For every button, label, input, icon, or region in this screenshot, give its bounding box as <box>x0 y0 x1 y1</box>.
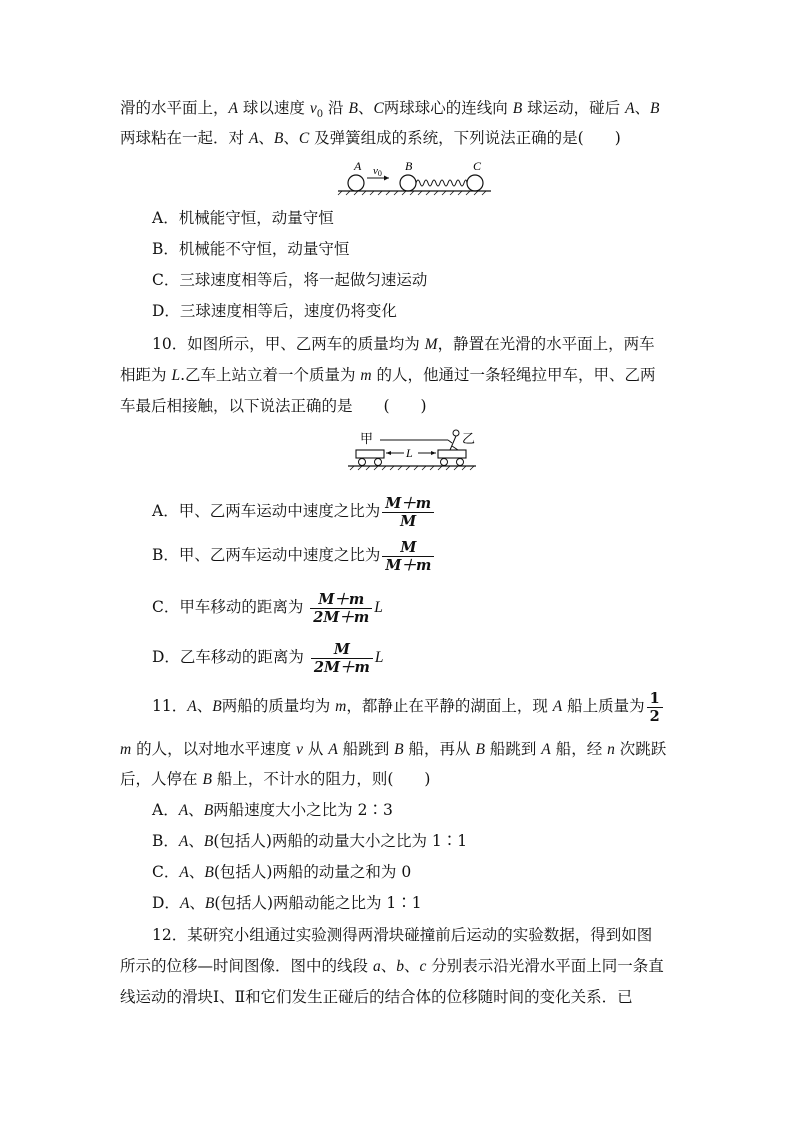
ground-hatch <box>350 466 474 470</box>
q11-line-2: m 的人，以对地水平速度 v 从 A 船跳到 B 船，再从 B 船跳到 A 船，经 n 次跳跃 <box>120 740 667 758</box>
label-c: C <box>473 159 482 173</box>
label-jia: 甲 <box>360 432 374 447</box>
q12-line-1: 12．某研究小组通过实验测得两滑块碰撞前后运动的实验数据，得到如图 <box>152 926 653 944</box>
q12-line-2: 所示的位移—时间图像．图中的线段 a、b、c 分别表示沿光滑水平面上同一条直 <box>120 957 664 975</box>
fraction: $\frac{M+m}{M}$ <box>382 495 434 530</box>
two-carts-figure <box>346 426 486 474</box>
q9-option-c: C．三球速度相等后，将一起做匀速运动 <box>152 271 428 289</box>
balls-spring-figure <box>336 156 496 196</box>
q12-line-3: 线运动的滑块Ⅰ、Ⅱ和它们发生正碰后的结合体的位移随时间的变化关系．已 <box>120 988 633 1006</box>
cart-yi <box>438 450 466 458</box>
fraction: $\frac{M}{M+m}$ <box>382 539 434 574</box>
q9-option-d: D．三球速度相等后，速度仍将变化 <box>152 302 397 320</box>
q10-line-2: 相距为 L.乙车上站立着一个质量为 m 的人，他通过一条轻绳拉甲车，甲、乙两 <box>120 366 656 384</box>
q10-line-1: 10．如图所示，甲、乙两车的质量均为 M，静置在光滑的水平面上，两车 <box>152 335 655 353</box>
label-yi: 乙 <box>462 432 476 447</box>
q11-option-c: C．A、B(包括人)两船的动量之和为 0 <box>152 863 412 881</box>
q10-option-b: B．甲、乙两车运动中速度之比为 $\frac{M}{M+m}$ <box>152 534 436 576</box>
q9-option-b: B．机械能不守恒，动量守恒 <box>152 240 350 258</box>
ball-b <box>400 175 416 191</box>
ball-a <box>348 175 364 191</box>
q10-option-d: D．乙车移动的距离为 $\frac{M}{2M+m}$ L <box>152 640 384 676</box>
label-v0: v0 <box>373 165 382 178</box>
fraction-half: $\frac{1}{2}$ <box>647 690 663 725</box>
label-distance: L <box>406 446 413 460</box>
q10-option-a: A．甲、乙两车运动中速度之比为 $\frac{M+m}{M}$ <box>152 490 436 532</box>
q11-option-b: B．A、B(包括人)两船的动量大小之比为 1∶1 <box>152 832 468 850</box>
q9-line-2: 两球粘在一起．对 A、B、C 及弹簧组成的系统，下列说法正确的是( ) <box>120 129 621 147</box>
q9-option-a: A．机械能守恒，动量守恒 <box>152 209 334 227</box>
q11-line-3: 后，人停在 B 船上，不计水的阻力，则( ) <box>120 770 431 788</box>
cart-jia <box>356 450 384 458</box>
fraction: $\frac{M+m}{2M+m}$ <box>310 591 372 626</box>
person-head <box>453 430 459 436</box>
q10-line-3: 车最后相接触，以下说法正确的是 ( ) <box>120 397 427 415</box>
label-b: B <box>405 159 413 173</box>
ball-c <box>467 175 483 191</box>
spring <box>416 180 467 186</box>
ground-hatch <box>338 191 486 195</box>
q9-line-1: 滑的水平面上，A 球以速度 $v_0$ 沿 B、C两球球心的连线向 B 球运动，碰后 A、B <box>120 99 660 121</box>
q11-line-1: 11．A、B两船的质量均为 m，都静止在平静的湖面上，现 A 船上质量为 $\frac{1}{2}$ <box>152 686 665 726</box>
label-a: A <box>354 159 362 173</box>
q10-option-c: C．甲车移动的距离为 $\frac{M+m}{2M+m}$ L <box>152 590 383 626</box>
q11-option-a: A．A、B两船速度大小之比为 2∶3 <box>152 801 393 819</box>
fraction: $\frac{M}{2M+m}$ <box>311 641 373 676</box>
q11-option-d: D．A、B(包括人)两船动能之比为 1∶1 <box>152 894 422 912</box>
